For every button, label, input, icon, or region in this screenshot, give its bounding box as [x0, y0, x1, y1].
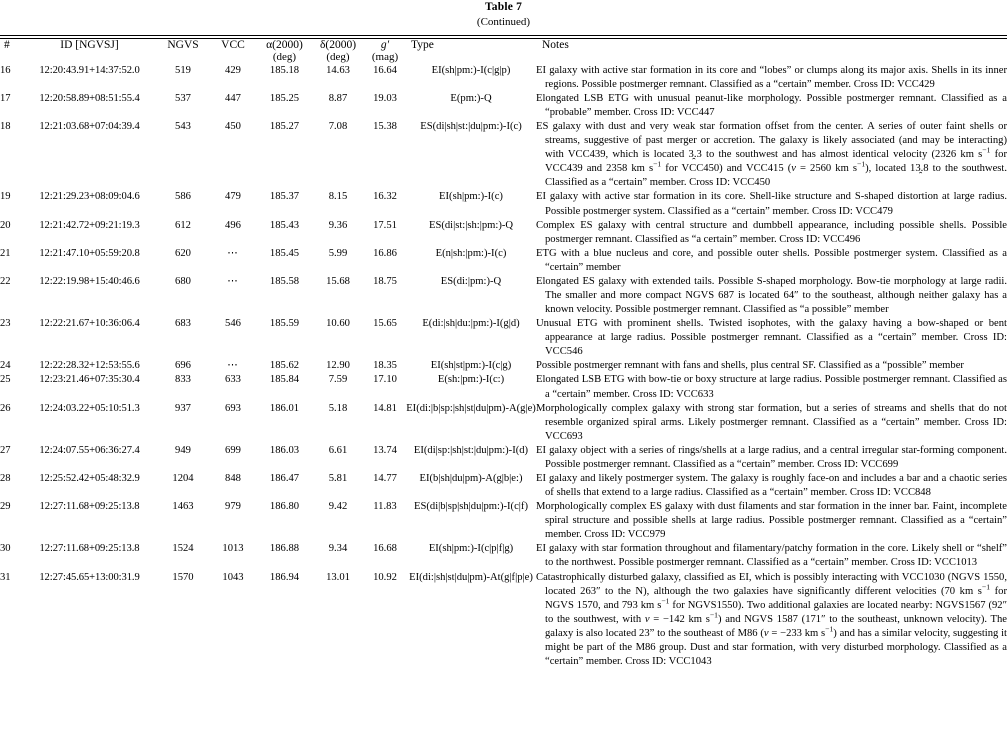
cell-ngvs: 696 [175, 360, 191, 372]
cell-ra: 185.18 [269, 64, 300, 76]
cell-num: 27 [0, 444, 11, 456]
table-body [0, 64, 1007, 669]
col-header-num: # [4, 38, 10, 51]
note-text: Elongated ES galaxy with extended tails. Possible S-shaped morphology. Bow-tie morphology at large radii. The smaller and more compact NGVS 687 is located 64″ to the southeast, although neither galaxy has a known velocity. Possible postmerger remnant. Classified as “a possible” member [536, 275, 1007, 316]
col-header-id: ID [NGVSJ] [60, 38, 119, 51]
note-text: Morphologically complex galaxy with strong star formation, but a series of streams and shells that do not resemble organized spiral arms. Likely postmerger remnant. Classified as a “certain” member. Cross ID: VCC693 [536, 402, 1007, 442]
cell-g: 14.81 [373, 402, 397, 414]
note-text: Possible postmerger remnant with fans and shells, plus central SF. Classified as a “possible” member [536, 360, 964, 372]
table-header [0, 39, 1007, 64]
cell-type: E(pm:)-Q [450, 92, 492, 104]
cell-g: 16.68 [373, 543, 397, 555]
cell-dec: 12.90 [326, 360, 350, 372]
cell-notes [536, 472, 1007, 500]
cell-num: 31 [0, 571, 11, 583]
cell-dec: 5.99 [328, 247, 348, 259]
cell-g: 15.65 [373, 318, 397, 330]
cell-ra: 185.45 [269, 247, 300, 259]
cell-num: 29 [0, 501, 11, 513]
cell-ra: 185.43 [269, 219, 300, 231]
cell-id: 12:22:21.67+10:36:06.4 [39, 318, 140, 330]
cell-notes [536, 64, 1007, 92]
table-row [0, 190, 1007, 218]
cell-id: 12:20:58.89+08:51:55.4 [39, 92, 140, 104]
cell-ra: 185.25 [269, 92, 300, 104]
cell-id: 12:27:45.65+13:00:31.9 [39, 571, 140, 583]
col-header-dec [312, 39, 364, 64]
cell-vcc: 429 [225, 64, 241, 76]
cell-g: 17.51 [373, 219, 397, 231]
cell-vcc: 447 [225, 92, 241, 104]
cell-dec: 6.61 [328, 444, 348, 456]
cell-vcc: 699 [225, 444, 241, 456]
cell-type: EI(b|sh|du|pm)-A(g|b|e:) [419, 472, 523, 484]
note-text: Complex ES galaxy with central structure and dumbbell appearance, including possible shells. Possible postmerger remnant. Classified as “a certain” member. Cross ID: VCC496 [536, 219, 1007, 245]
cell-type: E(di:|sh|du:|pm:)-I(g|d) [422, 318, 520, 330]
cell-ngvs: 833 [175, 374, 191, 386]
cell-notes [536, 571, 1007, 670]
cell-ra: 186.94 [269, 571, 300, 583]
cell-type: ES(di|b|sp|sh|du|pm:)-I(c|f) [414, 501, 528, 513]
cell-id: 12:25:52.42+05:48:32.9 [39, 472, 140, 484]
note-text: Elongated LSB ETG with bow-tie or boxy structure at large radius. Possible postmerger remnant. Classified as a “certain” member. Cross ID: VCC633 [536, 374, 1007, 400]
note-text: EI galaxy with active star formation in its core. Shell-like structure and S-shaped distortion at large radius. Possible postmerger system. Classified as a “certain” member. Cross ID: VCC479 [536, 191, 1007, 217]
table-row [0, 402, 1007, 444]
col-header-type: Type [411, 38, 434, 51]
cell-notes [536, 373, 1007, 401]
cell-notes [536, 444, 1007, 472]
col-header-g [364, 39, 406, 64]
cell-ra: 186.01 [269, 402, 300, 414]
table-row [0, 571, 1007, 670]
cell-vcc: 1043 [222, 571, 244, 583]
col-header-ra [257, 39, 312, 64]
cell-dec: 7.59 [328, 374, 348, 386]
cell-type: ES(di|st:|sh:|pm:)-Q [428, 219, 514, 231]
note-text: EI galaxy and likely postmerger system. The galaxy is roughly face-on and includes a bar and a chaotic series of shells that extend to a large radius. Classified as a “certain” member. Cross ID: VCC848 [536, 472, 1007, 499]
cell-notes [536, 219, 1007, 247]
table-row [0, 92, 1007, 120]
cell-ngvs: 1524 [172, 543, 194, 555]
cell-num: 28 [0, 472, 11, 484]
cell-ra: 185.84 [269, 374, 300, 386]
cell-dec: 9.36 [328, 219, 348, 231]
table-row [0, 373, 1007, 401]
cell-g: 18.35 [373, 360, 397, 372]
note-text: EI galaxy object with a series of rings/shells at a large radius, and a central irregular star-forming component. Possible postmerger remnant. Classified as a “certain” member. Cross ID: VCC699 [536, 444, 1007, 470]
table-row [0, 64, 1007, 92]
col-header-dec-unit: (deg) [326, 51, 350, 64]
cell-num: 16 [0, 64, 11, 76]
cell-dec: 5.18 [328, 402, 348, 414]
cell-dec: 8.15 [328, 191, 348, 203]
cell-ngvs: 1463 [172, 501, 194, 513]
cell-notes [536, 317, 1007, 359]
cell-ngvs: 949 [175, 444, 191, 456]
note-text: EI galaxy with star formation throughout and filamentary/patchy formation in the core. Likely shell or “shelf” to the northwest. Possible postmerger remnant. Classified as a “certain” member. Cross ID: VCC1013 [536, 543, 1007, 569]
cell-ngvs: 620 [175, 247, 191, 259]
table-row [0, 247, 1007, 275]
cell-ra: 186.88 [269, 543, 300, 555]
cell-ngvs: 937 [175, 402, 191, 414]
cell-id: 12:27:11.68+09:25:13.8 [39, 543, 140, 555]
cell-vcc: 848 [225, 472, 241, 484]
cell-id: 12:21:42.72+09:21:19.3 [39, 219, 140, 231]
cell-ra: 186.47 [269, 472, 300, 484]
cell-type: EI(sh|st|pm:)-I(c|g) [430, 360, 512, 372]
cell-vcc: 979 [225, 501, 241, 513]
cell-type: EI(sh|pm:)-I(c|g|p) [431, 64, 511, 76]
cell-id: 12:23:21.46+07:35:30.4 [39, 374, 140, 386]
col-header-ra-label: α(2000) [266, 38, 303, 51]
cell-g: 11.83 [373, 501, 397, 513]
cell-dec: 9.42 [328, 501, 348, 513]
col-header-notes: Notes [542, 38, 569, 51]
cell-ngvs: 543 [175, 121, 191, 133]
table-row [0, 359, 1007, 373]
cell-ngvs: 683 [175, 318, 191, 330]
cell-dec: 13.01 [326, 571, 350, 583]
cell-notes [536, 190, 1007, 218]
cell-notes [536, 92, 1007, 120]
table-row [0, 219, 1007, 247]
note-text: Catastrophically disturbed galaxy, classified as EI, which is possibly interacting with VCC1030 (NGVS 1550, located 263″ to the N), although the two galaxies have significantly different velocities (70 km $s^{-1}$ for NGVS 1570, and 793 km $s^{-1}$ for NGVS1550). Two additional galaxies are located nearby: NGVS1567 (92″ to the southwest, with v = −142 km $s^{-1}$) and NGVS 1587 (171″ to the southeast, unknown velocity). The galaxy is also located 23” to the southeast of M86 (v = −233 km $s^{-1}$) and has a similar velocity, suggesting it might be part of the M86 group. Dust and star formation, with very disturbed morphology. Classified as a “certain” member. Cross ID: VCC1043 [536, 571, 1007, 667]
cell-num: 19 [0, 191, 11, 203]
col-header-ra-unit: (deg) [272, 51, 297, 64]
cell-num: 26 [0, 402, 11, 414]
cell-vcc: 633 [225, 374, 241, 386]
cell-vcc: ⋯ [227, 247, 239, 259]
cell-id: 12:21:29.23+08:09:04.6 [39, 191, 140, 203]
cell-vcc: ⋯ [227, 360, 239, 372]
cell-type: E(n|sh:|pm:)-I(c) [435, 247, 507, 259]
cell-type: EI(sh|pm:)-I(c) [439, 191, 503, 203]
cell-type: EI(di:|b|sp:|sh|st|du|pm)-A(g|e) [406, 402, 536, 414]
cell-type: ES(di|sh|st:|du|pm:)-I(c) [420, 121, 522, 133]
cell-id: 12:24:03.22+05:10:51.3 [39, 402, 140, 414]
cell-ra: 185.62 [269, 360, 300, 372]
cell-num: 17 [0, 92, 11, 104]
cell-ra: 185.27 [269, 121, 300, 133]
note-text: Elongated LSB ETG with unusual peanut-like morphology. Possible postmerger remnant. Classified as a “probable” member. Cross ID: VCC447 [536, 92, 1007, 118]
note-text: ETG with a blue nucleus and core, and possible outer shells. Possible postmerger system. Classified as a “certain” member [536, 247, 1007, 273]
cell-type: ES(di:|pm:)-Q [440, 275, 502, 287]
table-row [0, 444, 1007, 472]
cell-type: EI(sh|pm:)-I(c|p|f|g) [428, 543, 514, 555]
cell-g: 17.10 [373, 374, 397, 386]
cell-notes [536, 500, 1007, 542]
table-row [0, 542, 1007, 570]
table-row [0, 120, 1007, 190]
cell-notes [536, 359, 1007, 373]
col-header-g-label: g′ [380, 38, 390, 51]
cell-num: 23 [0, 318, 11, 330]
col-header-ngvs: NGVS [167, 38, 199, 51]
cell-num: 22 [0, 275, 11, 287]
header-row [0, 39, 1007, 64]
cell-type: EI(di:|sh|st|du|pm)-At(g|f|p|e) [409, 571, 533, 583]
cell-id: 12:27:11.68+09:25:13.8 [39, 501, 140, 513]
cell-dec: 15.68 [326, 275, 350, 287]
col-header-g-unit: (mag) [371, 51, 399, 64]
cell-num: 18 [0, 121, 11, 133]
cell-id: 12:20:43.91+14:37:52.0 [39, 64, 140, 76]
cell-notes [536, 120, 1007, 190]
cell-type: EI(di|sp:|sh|st:|du|pm:)-I(d) [413, 444, 529, 456]
cell-g: 18.75 [373, 275, 397, 287]
cell-vcc: 450 [225, 121, 241, 133]
cell-notes [536, 542, 1007, 570]
cell-ra: 186.80 [269, 501, 300, 513]
cell-vcc: 479 [225, 191, 241, 203]
cell-id: 12:21:47.10+05:59:20.8 [39, 247, 140, 259]
cell-vcc: 1013 [222, 543, 244, 555]
cell-g: 16.32 [373, 191, 397, 203]
cell-vcc: 546 [225, 318, 241, 330]
cell-notes [536, 247, 1007, 275]
cell-ra: 186.03 [269, 444, 300, 456]
cell-g: 10.92 [373, 571, 397, 583]
cell-vcc: 496 [225, 219, 241, 231]
table-row [0, 317, 1007, 359]
table-row [0, 275, 1007, 317]
cell-vcc: ⋯ [227, 275, 239, 287]
cell-num: 21 [0, 247, 11, 259]
note-text: Unusual ETG with prominent shells. Twisted isophotes, with the galaxy having a bow-shaped or bent appearance at large radius. Possible postmerger remnant. Classified as a “certain” member. Cross ID: VCC546 [536, 318, 1007, 358]
col-header-dec-label: δ(2000) [319, 38, 357, 51]
cell-ngvs: 1570 [172, 571, 194, 583]
table-title: Table 7 [484, 1, 523, 13]
cell-g: 15.38 [373, 121, 397, 133]
col-header-vcc: VCC [221, 38, 245, 51]
cell-num: 25 [0, 374, 11, 386]
cell-dec: 8.87 [328, 92, 348, 104]
cell-ngvs: 680 [175, 275, 191, 287]
cell-type: E(sh:|pm:)-I(c:) [437, 374, 505, 386]
cell-id: 12:21:03.68+07:04:39.4 [39, 121, 140, 133]
cell-num: 24 [0, 360, 11, 372]
cell-ngvs: 519 [175, 64, 191, 76]
cell-dec: 9.34 [328, 543, 348, 555]
cell-ra: 185.59 [269, 318, 300, 330]
cell-g: 16.86 [373, 247, 397, 259]
note-text: EI galaxy with active star formation in its core and “lobes” or clumps along its major axis. Shells in its inner regions. Possible postmerger remnant. Classified as a “certain” member. Cross ID: VCC429 [536, 64, 1007, 90]
data-table [0, 39, 1007, 670]
cell-ngvs: 586 [175, 191, 191, 203]
table-caption [0, 0, 1007, 29]
table-row [0, 472, 1007, 500]
cell-notes [536, 402, 1007, 444]
note-text: Morphologically complex ES galaxy with dust filaments and star formation in the inner bar. Faint, incomplete spiral structure and possible shells at large radius. Possible postmerger remnant. Classified as a “certain” member. Cross ID: VCC979 [536, 501, 1007, 541]
cell-dec: 10.60 [326, 318, 350, 330]
cell-ngvs: 537 [175, 92, 191, 104]
cell-g: 19.03 [373, 92, 397, 104]
cell-dec: 5.81 [328, 472, 348, 484]
cell-dec: 7.08 [328, 121, 348, 133]
cell-ngvs: 1204 [172, 472, 194, 484]
cell-g: 14.77 [373, 472, 397, 484]
note-text: ES galaxy with dust and very weak star formation offset from the center. A series of outer faint shells or streams, suggestive of past merger or accretion. The galaxy is likely associated (and may be interacting) with VCC439, which is located 3̯.3 to the southwest and has almost identical velocity (2326 km $s^{-1}$ for VCC439 and 2358 km $s^{-1}$ for VCC450) and VCC415 (v = 2560 km $s^{-1}$), located 13̯.8 to the southwest. Classified as a “certain” member. Cross ID: VCC450 [536, 121, 1007, 189]
cell-id: 12:24:07.55+06:36:27.4 [39, 444, 140, 456]
cell-num: 20 [0, 219, 11, 231]
table-row [0, 500, 1007, 542]
cell-dec: 14.63 [326, 64, 350, 76]
cell-ra: 185.37 [269, 191, 300, 203]
cell-id: 12:22:19.98+15:40:46.6 [39, 275, 140, 287]
cell-g: 16.64 [373, 64, 397, 76]
cell-vcc: 693 [225, 402, 241, 414]
cell-g: 13.74 [373, 444, 397, 456]
cell-num: 30 [0, 543, 11, 555]
cell-ngvs: 612 [175, 219, 191, 231]
cell-ra: 185.58 [269, 275, 300, 287]
cell-id: 12:22:28.32+12:53:55.6 [39, 360, 140, 372]
cell-notes [536, 275, 1007, 317]
table-continued-label: (Continued) [476, 15, 531, 28]
